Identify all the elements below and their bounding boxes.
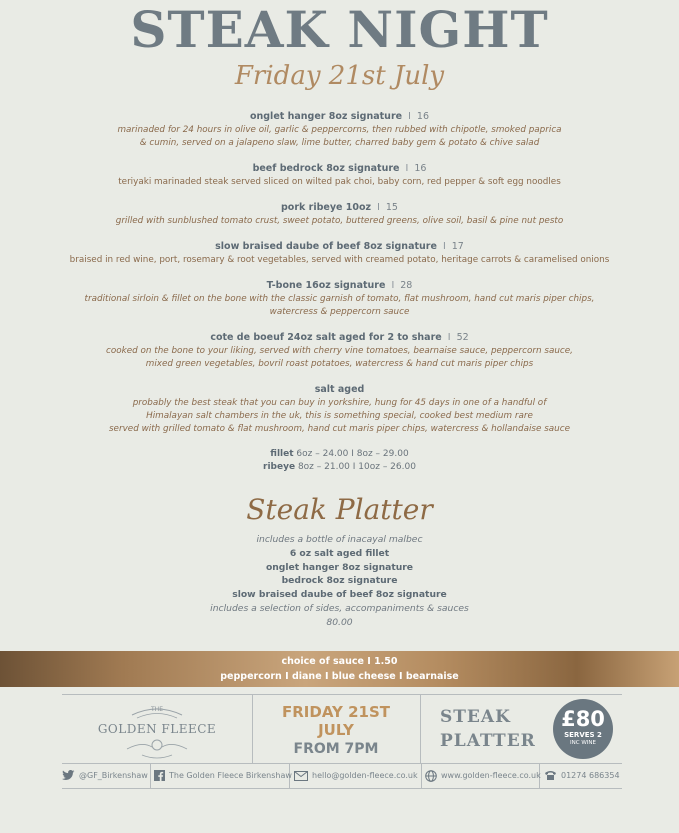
contact-bar: [62, 764, 622, 788]
platter-title: Steak Platter: [246, 493, 433, 526]
fillet-label: fillet: [270, 449, 294, 459]
menu-item-name: onglet hanger 8oz signature: [249, 111, 403, 122]
price-separator: I: [388, 280, 398, 291]
ribeye-label: ribeye: [263, 462, 296, 472]
footer: [62, 694, 622, 789]
menu-item-name: cote de boeuf 24oz salt aged for 2 to share: [210, 332, 442, 343]
menu-item: [0, 279, 679, 319]
twitter-icon: [62, 770, 75, 781]
menu-item-description: braised in red wine, port, rosemary & root vegetables, served with creamed potato, heritage carrots & caramelised onions: [69, 255, 610, 265]
promo-line2: PLATTER: [440, 731, 536, 751]
platter-details: [0, 533, 679, 630]
platter-promo: [420, 695, 622, 763]
menu-item-description: served with grilled tomato & flat mushroom, hand cut maris piper chips, watercress & hollandaise sauce: [108, 424, 571, 434]
page-title: [0, 0, 679, 60]
email-address: hello@golden-fleece.co.uk: [312, 771, 418, 780]
menu-item: [0, 162, 679, 189]
menu-item-heading: [0, 110, 679, 124]
menu-item-price: 16: [416, 111, 430, 122]
menu-item-heading: [0, 162, 679, 176]
event-date-script: Friday 21st July: [234, 61, 445, 91]
menu-item-price: 17: [451, 241, 464, 252]
menu-item: [0, 331, 679, 371]
phone-link[interactable]: [540, 764, 622, 788]
menu-item-name: salt aged: [314, 384, 365, 395]
menu-item-name: pork ribeye 10oz: [281, 202, 372, 213]
price-badge: [553, 699, 613, 759]
website-url: www.golden-fleece.co.uk: [441, 771, 541, 780]
menu-item-name: beef bedrock 8oz signature: [252, 163, 400, 174]
sauce-options: peppercorn I diane I blue cheese I bearnaise: [220, 671, 459, 682]
menu-item-name: T-bone 16oz signature: [266, 280, 386, 291]
menu-item-price: 28: [400, 280, 413, 291]
platter-price: 80.00: [326, 616, 353, 628]
logo-text: GOLDEN FLEECE: [97, 722, 217, 736]
website-link[interactable]: [422, 764, 540, 788]
menu-item-description: probably the best steak that you can buy in yorkshire, hung for 45 days in one of a handful of: [132, 398, 547, 408]
logo: [62, 695, 253, 763]
event-date-box: [252, 695, 421, 763]
fillet-prices: 6oz – 24.00 I 8oz – 29.00: [296, 449, 409, 459]
menu-item-price: 16: [414, 163, 427, 174]
logo-small-text: THE: [151, 706, 163, 713]
facebook-link[interactable]: [150, 764, 290, 788]
menu-item-heading: [0, 240, 679, 254]
facebook-icon: [154, 770, 165, 781]
email-link[interactable]: [290, 764, 422, 788]
menu-item: [0, 240, 679, 267]
platter-item: 6 oz salt aged fillet: [289, 547, 390, 559]
globe-icon: [425, 770, 437, 782]
price-separator: I: [405, 111, 414, 122]
phone-number: 01274 686354: [561, 771, 620, 780]
menu-item-price: 15: [385, 202, 398, 213]
platter-item: bedrock 8oz signature: [281, 575, 398, 587]
menu-item-heading: [0, 201, 679, 215]
event-month: JULY: [318, 721, 354, 739]
menu-item-description: teriyaki marinaded steak served sliced on wilted pak choi, baby corn, red pepper & soft egg noodles: [118, 177, 561, 187]
platter-item: slow braised daube of beef 8oz signature: [232, 589, 447, 601]
menu-item-name: slow braised daube of beef 8oz signature: [215, 241, 437, 252]
menu-item-description: cooked on the bone to your liking, served with cherry vine tomatoes, bearnaise sauce, peppercorn sauce,: [106, 346, 573, 356]
platter-item: onglet hanger 8oz signature: [265, 561, 414, 573]
menu-item-description: Himalayan salt chambers in the uk, this is something special, cooked best medium rare: [146, 411, 533, 421]
price-separator: I: [444, 332, 454, 343]
menu-item-price: 52: [456, 332, 469, 343]
menu-item-heading: [0, 383, 679, 397]
price-badge-serves: SERVES 2: [564, 731, 602, 739]
menu-item-description: watercress & peppercorn sauce: [269, 307, 410, 317]
sauce-choice: choice of sauce I 1.50: [281, 656, 398, 667]
ribeye-prices: 8oz – 21.00 I 10oz – 26.00: [297, 462, 416, 472]
menu-item-description: mixed green vegetables, bovril roast potatoes, watercress & hand cut maris piper chips: [145, 359, 534, 369]
event-day: FRIDAY 21ST: [282, 703, 390, 721]
menu-item: [0, 110, 679, 150]
menu-list: [0, 110, 679, 474]
menu-item: [0, 383, 679, 436]
price-separator: I: [374, 202, 383, 213]
event-time: FROM 7PM: [293, 741, 379, 757]
menu-item-description: traditional sirloin & fillet on the bone with the classic garnish of tomato, flat mushroom, hand cut maris piper chips,: [84, 294, 595, 304]
menu-item-description: & cumin, served on a jalapeno slaw, lime butter, charred baby gem & potato & chive salad: [139, 138, 540, 148]
phone-icon: [544, 770, 557, 781]
menu-item-heading: [0, 279, 679, 293]
salt-aged-prices: [0, 448, 679, 474]
sauce-banner: [0, 651, 679, 687]
footer-info-row: [62, 695, 622, 764]
price-separator: I: [439, 241, 449, 252]
price-separator: I: [402, 163, 412, 174]
menu-item: [0, 201, 679, 228]
platter-intro: includes a bottle of inacayal malbec: [256, 534, 423, 545]
email-icon: [294, 771, 308, 781]
price-badge-amount: £80: [561, 707, 605, 731]
promo-line1: STEAK: [440, 707, 511, 727]
price-badge-wine: INC WINE: [570, 740, 596, 746]
twitter-handle: @GF_Birkenshaw: [79, 771, 148, 780]
platter-outro: includes a selection of sides, accompaniments & sauces: [210, 602, 469, 614]
twitter-link[interactable]: [62, 764, 151, 788]
facebook-name: The Golden Fleece Birkenshaw: [169, 771, 292, 780]
title-text: STEAK NIGHT: [130, 0, 549, 59]
menu-item-description: grilled with sunblushed tomato crust, sweet potato, buttered greens, olive soil, basil & pine nut pesto: [115, 216, 564, 226]
menu-item-description: marinaded for 24 hours in olive oil, garlic & peppercorns, then rubbed with chipotle, smoked paprica: [117, 125, 562, 135]
menu-item-heading: [0, 331, 679, 345]
